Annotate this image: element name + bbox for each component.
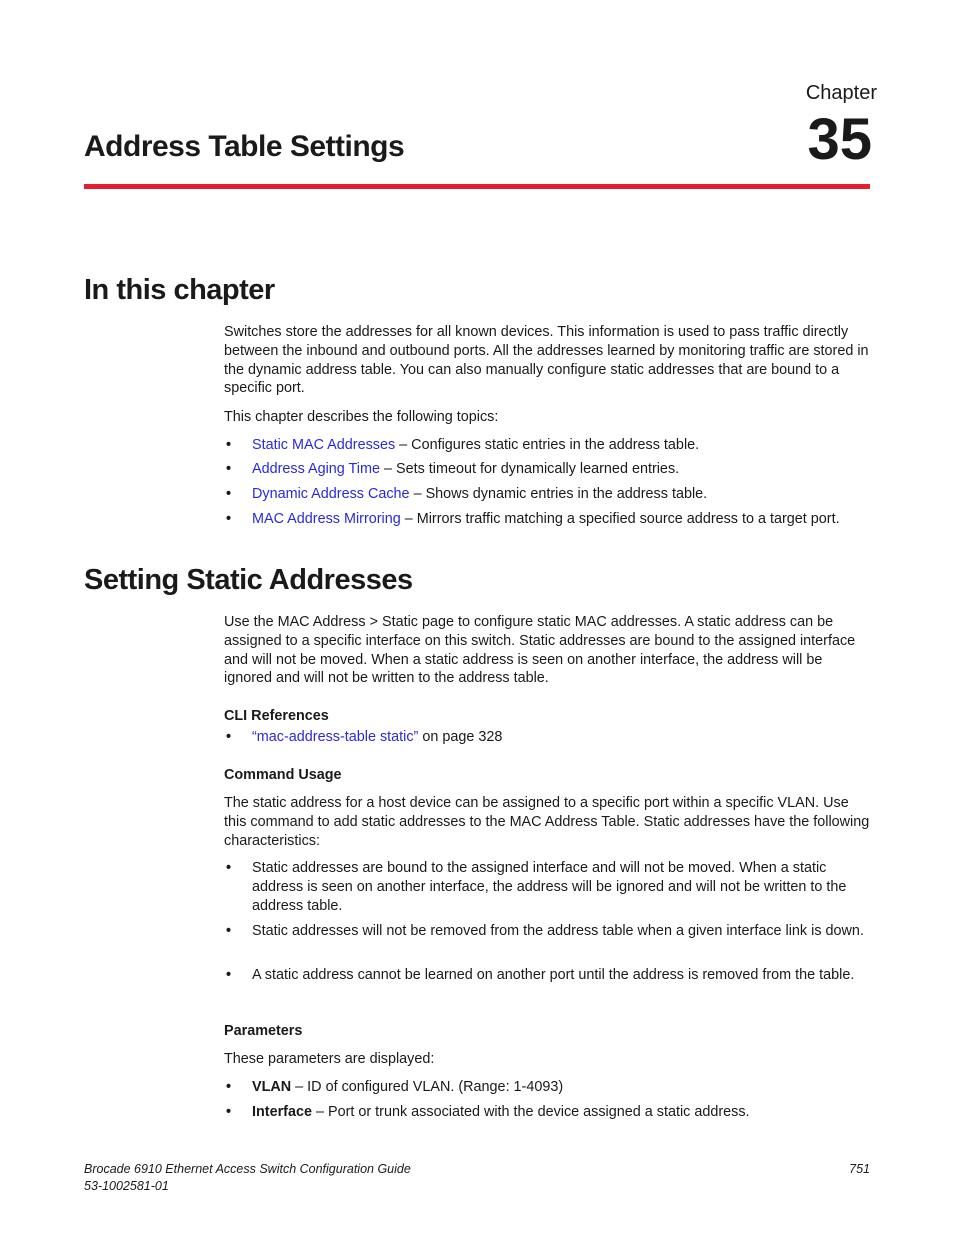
cli-references-heading: CLI References — [224, 708, 329, 724]
chapter-title: Address Table Settings — [84, 130, 405, 163]
cli-reference-link[interactable]: “mac-address-table static” — [252, 729, 419, 745]
topic-link-static-mac[interactable]: Static MAC Addresses — [252, 437, 396, 453]
command-usage-heading: Command Usage — [224, 767, 342, 783]
topic-desc: – Configures static entries in the address table. — [395, 437, 700, 453]
parameters-heading: Parameters — [224, 1023, 303, 1039]
topic-link-mac-mirroring[interactable]: MAC Address Mirroring — [252, 511, 401, 527]
bullet-icon: • — [226, 437, 232, 453]
topic-desc: – Shows dynamic entries in the address table. — [409, 486, 708, 502]
topic-desc: – Sets timeout for dynamically learned entries. — [379, 461, 680, 477]
chapter-label: Chapter — [805, 82, 877, 104]
chapter-number: 35 — [807, 107, 872, 172]
footer-guide-title: Brocade 6910 Ethernet Access Switch Configuration Guide — [84, 1162, 411, 1176]
cli-reference-page: on page 328 — [418, 729, 503, 745]
bullet-icon: • — [226, 461, 232, 477]
footer-doc-number: 53-1002581-01 — [84, 1179, 169, 1193]
topic-desc: – Mirrors traffic matching a specified source address to a target port. — [400, 511, 840, 527]
parameters-lead: These parameters are displayed: — [224, 1051, 435, 1067]
section-heading-in-this-chapter: In this chapter — [84, 274, 275, 306]
param-desc: – Port or trunk associated with the device assigned a static address. — [312, 1104, 750, 1120]
topic-link-dynamic-cache[interactable]: Dynamic Address Cache — [252, 486, 410, 502]
chapter-title-rule — [84, 184, 870, 189]
bullet-icon: • — [226, 860, 232, 876]
param-desc: – ID of configured VLAN. (Range: 1-4093) — [291, 1079, 564, 1095]
section-heading-static-addresses: Setting Static Addresses — [84, 564, 413, 596]
bullet-icon: • — [226, 923, 232, 939]
static-paragraph: Use the MAC Address > Static page to configure static MAC addresses. A static address can be assigned to a specific interface on this switch. Static addresses are bound to the assigned interface and will not be moved. When a static address is seen on another interface, the address will be ignored and will not be written to the address table. — [224, 614, 856, 687]
bullet-icon: • — [226, 486, 232, 502]
bullet-icon: • — [226, 511, 232, 527]
usage-bullet-text: Static addresses are bound to the assigned interface and will not be moved. When a static address is seen on another interface, the address will be ignored and will not be written to the address table. — [252, 860, 847, 914]
bullet-icon: • — [226, 729, 232, 745]
bullet-icon: • — [226, 967, 232, 983]
intro-paragraph: Switches store the addresses for all known devices. This information is used to pass traffic directly between the inbound and outbound ports. All the addresses learned by monitoring traffic are stored in the dynamic address table. You can also manually configure static addresses that are bound to a specific port. — [224, 324, 869, 397]
topics-lead: This chapter describes the following topics: — [224, 409, 499, 425]
param-name: VLAN — [252, 1079, 292, 1095]
topic-link-aging-time[interactable]: Address Aging Time — [252, 461, 380, 477]
footer-page-number: 751 — [849, 1162, 870, 1176]
usage-bullet-text: A static address cannot be learned on another port until the address is removed from the table. — [252, 967, 855, 983]
usage-paragraph: The static address for a host device can be assigned to a specific port within a specific VLAN. Use this command to add static addresses to the MAC Address Table. Static addresses have the following characteristics: — [224, 795, 870, 849]
param-name: Interface — [252, 1104, 312, 1120]
bullet-icon: • — [226, 1079, 232, 1095]
usage-bullet-text: Static addresses will not be removed from the address table when a given interface link is down. — [252, 923, 864, 939]
bullet-icon: • — [226, 1104, 232, 1120]
